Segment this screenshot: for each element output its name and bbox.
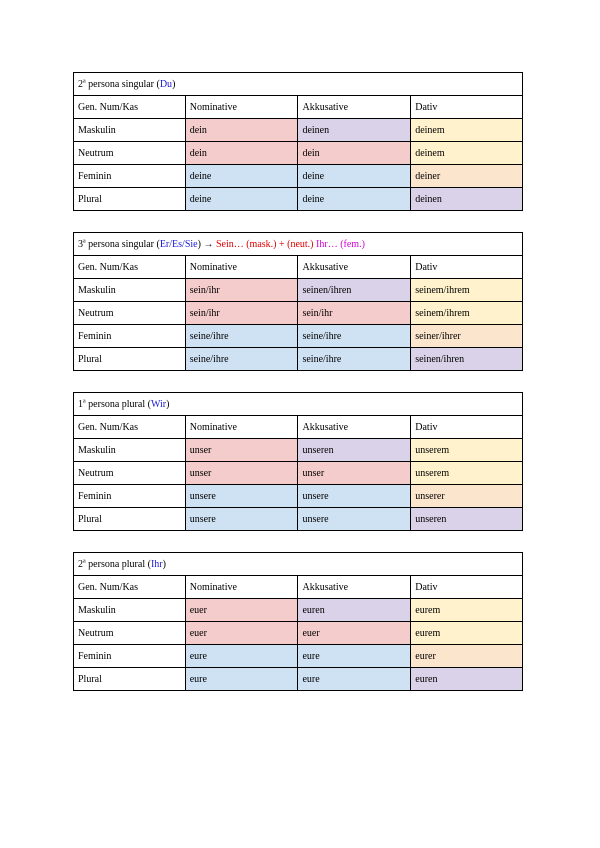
table-row bbox=[74, 279, 523, 302]
cell-dativ: eurer bbox=[411, 645, 523, 668]
row-label: Maskulin bbox=[74, 439, 186, 462]
table-title: 3$^a$ persona singular (Er/Es/Sie) → Sein… (mask.) + (neut.) Ihr… (fem.) bbox=[74, 233, 523, 256]
cell-dativ: eurem bbox=[411, 622, 523, 645]
cell-akkusative: unsere bbox=[298, 508, 411, 531]
cell-nominative: dein bbox=[185, 142, 298, 165]
table-row bbox=[74, 508, 523, 531]
table-title: 2$^a$ persona plural (Ihr) bbox=[74, 553, 523, 576]
cell-akkusative: euer bbox=[298, 622, 411, 645]
table-row bbox=[74, 462, 523, 485]
row-label: Maskulin bbox=[74, 119, 186, 142]
cell-dativ: unserer bbox=[411, 485, 523, 508]
table-row bbox=[74, 599, 523, 622]
header-row bbox=[74, 416, 523, 439]
header-cell: Nominative bbox=[185, 96, 298, 119]
cell-nominative: euer bbox=[185, 599, 298, 622]
row-label: Neutrum bbox=[74, 142, 186, 165]
header-cell: Dativ bbox=[411, 96, 523, 119]
cell-dativ: deinem bbox=[411, 142, 523, 165]
row-label: Feminin bbox=[74, 485, 186, 508]
header-cell: Akkusative bbox=[298, 576, 411, 599]
header-row bbox=[74, 256, 523, 279]
cell-nominative: sein/ihr bbox=[185, 302, 298, 325]
cell-dativ: unseren bbox=[411, 508, 523, 531]
cell-akkusative: deine bbox=[298, 165, 411, 188]
table-du bbox=[73, 72, 523, 211]
cell-akkusative: seinen/ihren bbox=[298, 279, 411, 302]
table-title: 1$^a$ persona plural (Wir) bbox=[74, 393, 523, 416]
cell-nominative: unser bbox=[185, 439, 298, 462]
cell-dativ: seinem/ihrem bbox=[411, 279, 523, 302]
cell-akkusative: eure bbox=[298, 668, 411, 691]
header-cell: Gen. Num/Kas bbox=[74, 256, 186, 279]
cell-nominative: dein bbox=[185, 119, 298, 142]
row-label: Plural bbox=[74, 508, 186, 531]
table-row bbox=[74, 325, 523, 348]
cell-dativ: seiner/ihrer bbox=[411, 325, 523, 348]
table-row bbox=[74, 165, 523, 188]
row-label: Neutrum bbox=[74, 302, 186, 325]
header-cell: Nominative bbox=[185, 256, 298, 279]
cell-nominative: unsere bbox=[185, 485, 298, 508]
header-cell: Dativ bbox=[411, 576, 523, 599]
row-label: Plural bbox=[74, 668, 186, 691]
cell-dativ: deinen bbox=[411, 188, 523, 211]
cell-nominative: unsere bbox=[185, 508, 298, 531]
cell-dativ: euren bbox=[411, 668, 523, 691]
cell-nominative: seine/ihre bbox=[185, 325, 298, 348]
cell-dativ: deiner bbox=[411, 165, 523, 188]
row-label: Feminin bbox=[74, 165, 186, 188]
header-row bbox=[74, 576, 523, 599]
row-label: Feminin bbox=[74, 325, 186, 348]
header-row bbox=[74, 96, 523, 119]
cell-akkusative: deinen bbox=[298, 119, 411, 142]
table-row bbox=[74, 622, 523, 645]
row-label: Plural bbox=[74, 188, 186, 211]
cell-nominative: seine/ihre bbox=[185, 348, 298, 371]
cell-akkusative: seine/ihre bbox=[298, 348, 411, 371]
cell-nominative: sein/ihr bbox=[185, 279, 298, 302]
cell-dativ: eurem bbox=[411, 599, 523, 622]
row-label: Maskulin bbox=[74, 279, 186, 302]
cell-dativ: deinem bbox=[411, 119, 523, 142]
cell-akkusative: dein bbox=[298, 142, 411, 165]
cell-dativ: unserem bbox=[411, 462, 523, 485]
cell-nominative: deine bbox=[185, 188, 298, 211]
cell-akkusative: seine/ihre bbox=[298, 325, 411, 348]
table-er-es-sie bbox=[73, 232, 523, 371]
header-cell: Akkusative bbox=[298, 416, 411, 439]
cell-nominative: euer bbox=[185, 622, 298, 645]
table-row bbox=[74, 348, 523, 371]
arrow-icon: → bbox=[200, 238, 216, 250]
cell-nominative: eure bbox=[185, 668, 298, 691]
cell-nominative: unser bbox=[185, 462, 298, 485]
table-row bbox=[74, 485, 523, 508]
cell-akkusative: deine bbox=[298, 188, 411, 211]
cell-nominative: deine bbox=[185, 165, 298, 188]
cell-akkusative: sein/ihr bbox=[298, 302, 411, 325]
cell-dativ: seinen/ihren bbox=[411, 348, 523, 371]
cell-akkusative: eure bbox=[298, 645, 411, 668]
header-cell: Dativ bbox=[411, 416, 523, 439]
row-label: Neutrum bbox=[74, 622, 186, 645]
row-label: Neutrum bbox=[74, 462, 186, 485]
table-wir bbox=[73, 392, 523, 531]
cell-dativ: seinem/ihrem bbox=[411, 302, 523, 325]
table-row bbox=[74, 119, 523, 142]
header-cell: Akkusative bbox=[298, 96, 411, 119]
header-cell: Gen. Num/Kas bbox=[74, 576, 186, 599]
header-cell: Nominative bbox=[185, 576, 298, 599]
table-title: 2$^a$ persona singular (Du) bbox=[74, 73, 523, 96]
table-row bbox=[74, 188, 523, 211]
header-cell: Gen. Num/Kas bbox=[74, 416, 186, 439]
header-cell: Akkusative bbox=[298, 256, 411, 279]
header-cell: Dativ bbox=[411, 256, 523, 279]
row-label: Feminin bbox=[74, 645, 186, 668]
header-cell: Nominative bbox=[185, 416, 298, 439]
table-row bbox=[74, 645, 523, 668]
table-row bbox=[74, 439, 523, 462]
cell-akkusative: unseren bbox=[298, 439, 411, 462]
row-label: Maskulin bbox=[74, 599, 186, 622]
table-row bbox=[74, 302, 523, 325]
cell-akkusative: unsere bbox=[298, 485, 411, 508]
cell-nominative: eure bbox=[185, 645, 298, 668]
table-row bbox=[74, 668, 523, 691]
cell-dativ: unserem bbox=[411, 439, 523, 462]
header-cell: Gen. Num/Kas bbox=[74, 96, 186, 119]
table-ihr bbox=[73, 552, 523, 691]
cell-akkusative: unser bbox=[298, 462, 411, 485]
table-row bbox=[74, 142, 523, 165]
row-label: Plural bbox=[74, 348, 186, 371]
cell-akkusative: euren bbox=[298, 599, 411, 622]
